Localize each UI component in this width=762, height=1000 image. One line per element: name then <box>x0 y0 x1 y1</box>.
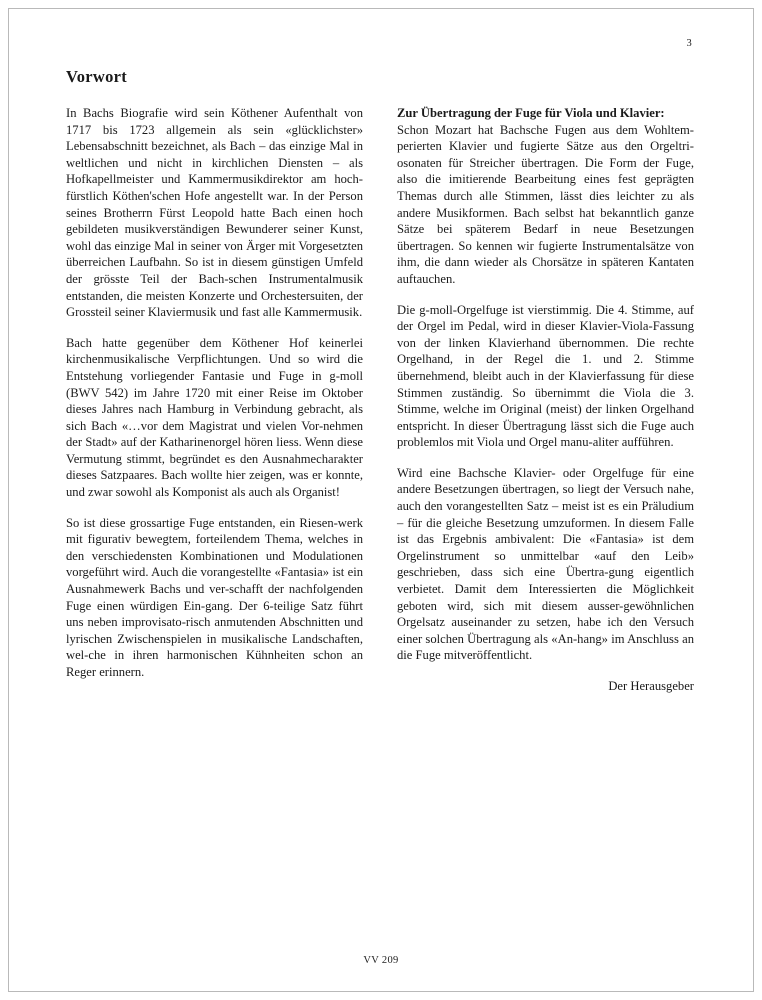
paragraph: So ist diese grossartige Fuge entstanden, ein Riesen-werk mit figurativ bewegtem, forteilendem Thema, welches in den verschiedensten Kombinationen und Modulationen vorgeführt wird. Auch die vorangestellte «Fantasia» ist ein Ausnahmewerk Bachs und ver-schafft der nachfolgenden Fuge einen würdigen Ein-gang. Der 6-teilige Satz führt uns neben improvisato-risch anmutenden Abschnitten und lyrischen Zwischenspielen in musikalische Landschaften, wel-che in ihren harmonischen Kühnheiten schon an Reger erinnern. <box>66 515 363 679</box>
paragraph: Schon Mozart hat Bachsche Fugen aus dem Wohltem-perierten Klavier und fugierte Sätze aus den Orgeltri-osonaten für Streicher übertragen. Die Form der Fuge, also die imitierende Bearbeitung eines fest geprägten Themas durch alle Stimmen, lässt dies leichter zu als andere Musikformen. Bach selbst hat bekanntlich ganze Sätze bei späterem Bedarf in neue Besetzungen übertragen. So kennen wir fugierte Instrumentalsätze von ihm, die dann wieder als Chorsätze in späteren Kantaten auftauchen. <box>397 122 694 286</box>
page-title: Vorwort <box>66 67 128 86</box>
page-content <box>66 38 694 695</box>
page-footer-catalog-number: VV 209 <box>363 955 399 966</box>
paragraph: In Bachs Biografie wird sein Köthener Aufenthalt von 1717 bis 1723 allgemein als sein «glücklichster» Lebensabschnitt bezeichnet, als Bach – das einzige Mal in weltlichen und nicht in kirchlichen Diensten – als Hofkapellmeister und Kammermusikdirektor am hoch-fürstlich Köthen'schen Hofe angestellt war. In der Person seines Brotherrn Fürst Leopold hatte Bach einen hoch gebildeten musikverständigen Bewunderer seiner Kunst, wohl das einzige Mal in seiner von Ärger mit Vorgesetzten überreichen Laufbahn. So ist in diesem günstigen Umfeld der grösste Teil der Bach-schen Instrumentalmusik entstanden, die meisten Konzerte und Orchestersuiten, der Grossteil seiner Klaviermusik und fast alle Kammermusik. <box>66 106 363 320</box>
paragraph: Die g-moll-Orgelfuge ist vierstimmig. Die 4. Stimme, auf der Orgel im Pedal, wird in dieser Klavier-Viola-Fassung von der linken Klavierhand übernommen. Die rechte Orgelhand, in der Regel die 1. und 2. Stimme übernehmend, bleibt auch in der Klavierfassung für diese Stimmen zuständig. So übernimmt die Viola die 3. Stimme, welche im Original (meist) der linken Orgelhand entspricht. In dieser Übertragung lässt sich die Fuge auch problemlos mit Viola und Orgel manu-aliter aufführen. <box>397 302 694 450</box>
paragraph: Bach hatte gegenüber dem Köthener Hof keinerlei kirchenmusikalische Verpflichtungen. Und so wird die Entstehung vorliegender Fantasie und Fuge in g-moll (BWV 542) im Jahre 1720 mit einer Reise im Oktober dieses Jahres nach Hamburg in Verbindung gebracht, als sich Bach «…vor dem Magistrat und vielen Vor-nehmen der Stadt» auf der Katharinenorgel hören liess. Wenn diese Vermutung stimmt, begründet es den Ausnahmecharakter dieses Satzpaares. Bach wollte hier zeigen, was er konnte, und zwar sowohl als Komponist als auch als Organist! <box>66 335 363 500</box>
editor-signature: Der Herausgeber <box>608 679 694 693</box>
right-column <box>397 105 694 695</box>
paragraph: Wird eine Bachsche Klavier- oder Orgelfuge für eine andere Besetzungen übertragen, so liegt der Versuch nahe, auch den vorangestellten Satz – meist ist es ein Präludium – für die gleiche Besetzung umzuformen. In diesem Falle ist das Ergebnis ambivalent: Die «Fantasia» ist dem Orgelinstrument so unmittelbar «auf den Leib» geschrieben, dass sich eine Übertra-gung eigentlich verbietet. Damit dem Interessierten die Möglichkeit geboten wird, sich mit diesem ausser-gewöhnlichen Orgelsatz auseinander zu setzen, habe ich den Versuch einer solchen Übertragung als «An-hang» im Anschluss an die Fuge mitveröffentlicht. <box>397 465 694 663</box>
two-column-layout <box>66 105 694 695</box>
page-number: 3 <box>686 38 692 49</box>
section-subheading: Zur Übertragung der Fuge für Viola und Klavier: <box>397 106 665 120</box>
left-column <box>66 105 363 695</box>
